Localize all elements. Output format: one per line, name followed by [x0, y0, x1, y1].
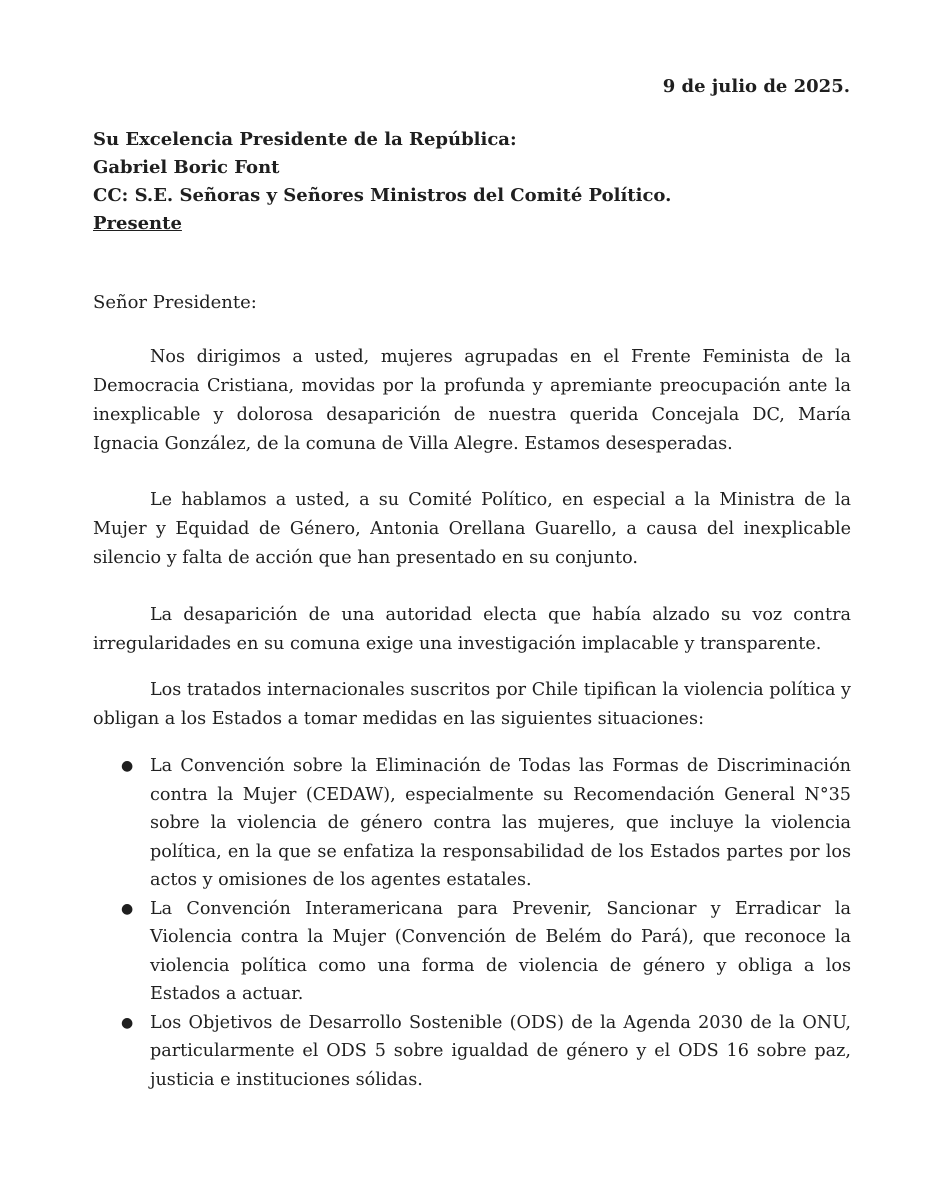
paragraph-1: Nos dirigimos a usted, mujeres agrupadas en el Frente Feminista de la Democracia Cristiana, movidas por la profunda y apremiante preocupación ante la inexplicable y dolorosa desaparición de nuestra querida Concejala DC, María Ignacia González, de la comuna de Villa Alegre. Estamos desesperadas. [93, 347, 851, 454]
addressee-title: Su Excelencia Presidente de la República: [93, 129, 517, 150]
list-item [93, 1009, 851, 1095]
addressee-name: Gabriel Boric Font [93, 157, 280, 178]
list-item [93, 752, 851, 895]
addressee-block [93, 126, 671, 238]
bullet-dot-icon: ● [121, 900, 134, 917]
letter-date: 9 de julio de 2025. [662, 76, 850, 97]
addressee-cc: CC: S.E. Señoras y Señores Ministros del Comité Político. [93, 185, 672, 206]
treaty-list [93, 752, 851, 1094]
addressee-presente: Presente [93, 213, 182, 234]
salutation: Señor Presidente: [93, 292, 257, 313]
bullet-dot-icon: ● [121, 758, 134, 774]
paragraph-2: Le hablamos a usted, a su Comité Político, en especial a la Ministra de la Mujer y Equidad de Género, Antonia Orellana Guarello, a causa del inexplicable silencio y falta de acción que han presentado en su conjunto. [93, 490, 851, 568]
paragraph-4: Los tratados internacionales suscritos por Chile tipifican la violencia política y obligan a los Estados a tomar medidas en las siguientes situaciones: [93, 680, 851, 729]
bullet-dot-icon: ● [121, 1014, 134, 1031]
paragraph-3: La desaparición de una autoridad electa que había alzado su voz contra irregularidades en su comuna exige una investigación implacable y transparente. [93, 605, 851, 654]
list-item-text: La Convención sobre la Eliminación de Todas las Formas de Discriminación contra la Mujer (CEDAW), especialmente su Recomendación General N°35 sobre la violencia de género contra las mujeres, que incluye la violencia política, en la que se enfatiza la responsabilidad de los Estados partes por los actos y omisiones de los agentes estatales. [150, 756, 851, 890]
list-item-text: Los Objetivos de Desarrollo Sostenible (ODS) de la Agenda 2030 de la ONU, particularmente el ODS 5 sobre igualdad de género y el ODS 16 sobre paz, justicia e instituciones sólidas. [150, 1012, 851, 1090]
list-item-text: La Convención Interamericana para Prevenir, Sancionar y Erradicar la Violencia contra la Mujer (Convención de Belém do Pará), que reconoce la violencia política como una forma de violencia de género y obliga a los Estados a actuar. [150, 898, 851, 1004]
list-item [93, 895, 851, 1009]
